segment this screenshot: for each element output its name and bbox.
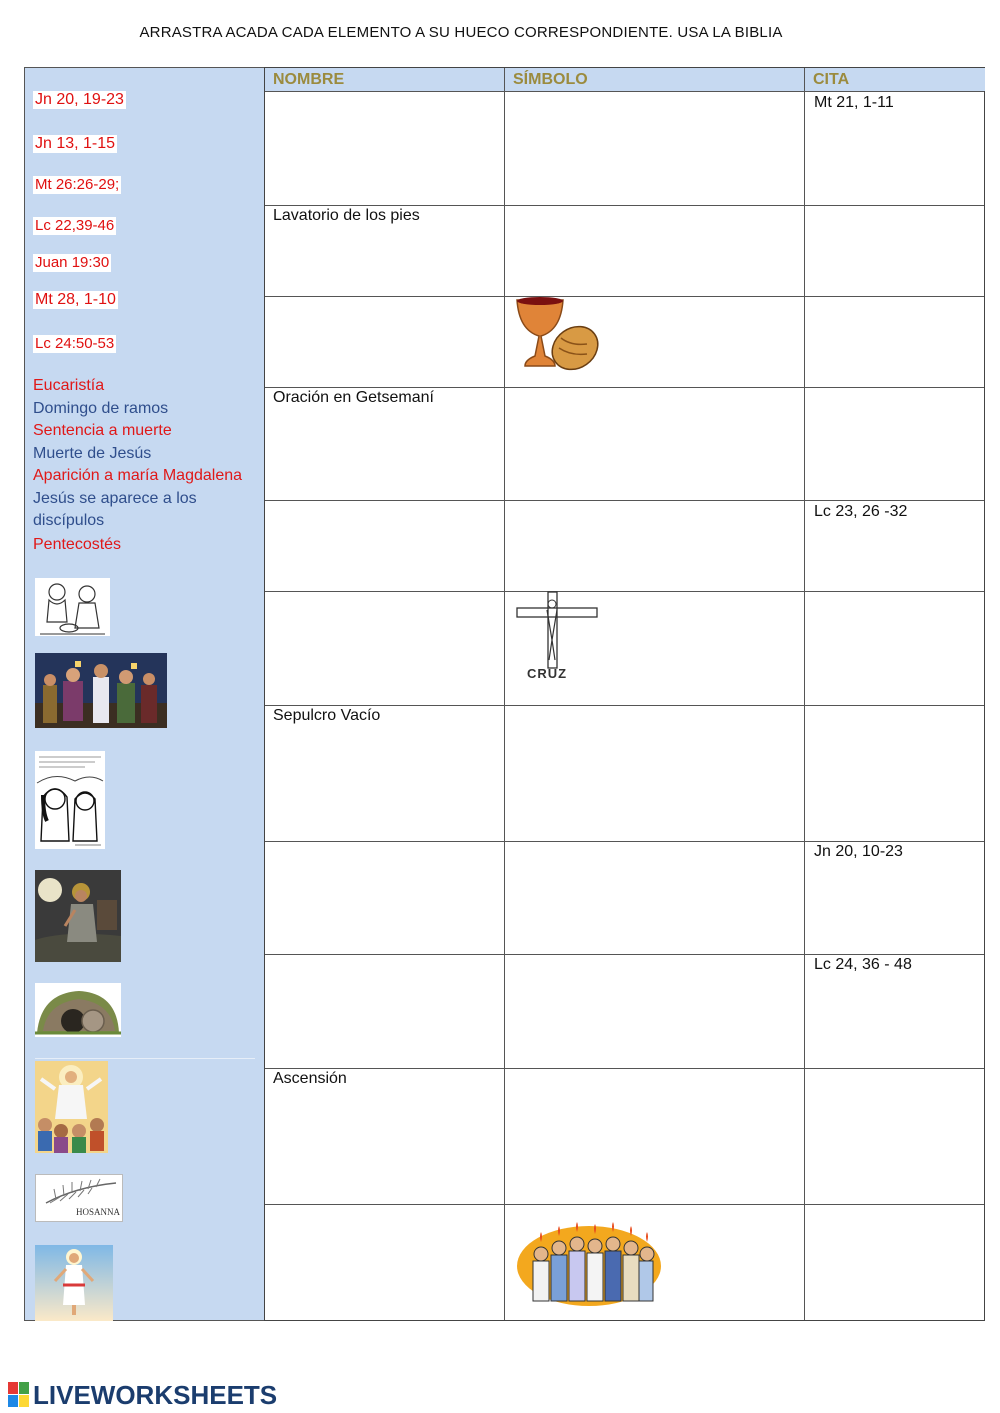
row-divider bbox=[265, 705, 984, 706]
row-divider bbox=[265, 91, 984, 92]
hosanna-palm-image[interactable] bbox=[35, 1174, 123, 1222]
row-divider bbox=[265, 841, 984, 842]
liveworksheets-brand: LIVEWORKSHEETS bbox=[33, 1380, 278, 1410]
drop-slot-nombre[interactable] bbox=[273, 596, 498, 698]
drop-slot-simbolo[interactable] bbox=[511, 959, 796, 1061]
draggable-name[interactable]: Domingo de ramos bbox=[33, 400, 169, 417]
washing-feet-image[interactable] bbox=[35, 578, 110, 636]
column-divider bbox=[504, 68, 505, 1320]
magdalene-coloring-image[interactable] bbox=[35, 751, 105, 849]
cita-text: Mt 21, 1-11 bbox=[814, 94, 894, 111]
drop-slot-nombre[interactable] bbox=[273, 1209, 498, 1314]
worksheet-instructions: ARRASTRA ACADA CADA ELEMENTO A SU HUECO CORRESPONDIENTE. USA LA BIBLIA bbox=[139, 24, 783, 41]
nombre-text: Lavatorio de los pies bbox=[273, 207, 420, 224]
draggable-citation[interactable]: Mt 28, 1-10 bbox=[35, 291, 116, 308]
liveworksheets-logo-icon bbox=[8, 1382, 30, 1408]
cita-text: Lc 24, 36 - 48 bbox=[814, 956, 912, 973]
drop-slot-nombre[interactable] bbox=[273, 846, 498, 948]
draggable-name[interactable]: discípulos bbox=[33, 512, 105, 529]
row-divider bbox=[265, 954, 984, 955]
drop-slot-simbolo[interactable] bbox=[511, 392, 796, 494]
cita-text: Lc 23, 26 -32 bbox=[814, 503, 908, 520]
header-simbolo: SÍMBOLO bbox=[505, 68, 805, 91]
cita-text: Jn 20, 10-23 bbox=[814, 843, 903, 860]
drop-slot-cita[interactable] bbox=[811, 210, 979, 290]
nombre-text: Oración en Getsemaní bbox=[273, 389, 434, 406]
cross-caption: CRUZ bbox=[527, 666, 568, 681]
row-divider bbox=[265, 205, 984, 206]
empty-tomb-image[interactable] bbox=[35, 983, 121, 1037]
draggable-name[interactable]: Aparición a maría Magdalena bbox=[33, 467, 243, 484]
drop-slot-simbolo[interactable] bbox=[511, 1073, 796, 1198]
drop-slot-cita[interactable] bbox=[811, 596, 979, 698]
drop-slot-cita[interactable] bbox=[811, 710, 979, 835]
hosanna-caption: HOSANNA bbox=[76, 1207, 121, 1217]
draggable-items-panel bbox=[24, 67, 264, 1321]
worksheet-table bbox=[264, 67, 985, 1321]
drop-slot-cita[interactable] bbox=[811, 392, 979, 494]
draggable-name[interactable]: Jesús se aparece a los bbox=[33, 490, 197, 507]
drop-slot-simbolo[interactable] bbox=[511, 210, 796, 290]
drop-slot-simbolo[interactable] bbox=[511, 710, 796, 835]
ascension-image[interactable] bbox=[35, 1245, 113, 1321]
gethsemane-prayer-image[interactable] bbox=[35, 870, 121, 962]
row-divider bbox=[265, 591, 984, 592]
cross-icon bbox=[515, 590, 601, 686]
draggable-name[interactable]: Pentecostés bbox=[33, 536, 122, 553]
row-divider bbox=[265, 500, 984, 501]
row-divider bbox=[265, 296, 984, 297]
draggable-citation[interactable]: Lc 24:50-53 bbox=[35, 335, 115, 352]
divider bbox=[35, 1058, 255, 1059]
drop-slot-simbolo[interactable] bbox=[511, 505, 796, 585]
chalice-bread-icon bbox=[515, 294, 605, 374]
draggable-citation[interactable]: Lc 22,39-46 bbox=[35, 217, 115, 234]
pilate-judgment-image[interactable] bbox=[35, 653, 167, 728]
drop-slot-cita[interactable] bbox=[811, 1209, 979, 1314]
drop-slot-nombre[interactable] bbox=[273, 959, 498, 1061]
draggable-citation[interactable]: Jn 13, 1-15 bbox=[35, 135, 116, 152]
pentecost-apostles-icon bbox=[515, 1204, 665, 1316]
drop-slot-simbolo[interactable] bbox=[511, 94, 796, 199]
drop-slot-nombre[interactable] bbox=[273, 505, 498, 585]
column-divider bbox=[804, 68, 805, 1320]
draggable-citation[interactable]: Jn 20, 19-23 bbox=[35, 91, 124, 108]
header-nombre: NOMBRE bbox=[265, 68, 505, 91]
jesus-appears-disciples-image[interactable] bbox=[35, 1061, 108, 1153]
row-divider bbox=[265, 387, 984, 388]
draggable-citation[interactable]: Mt 26:26-29; bbox=[35, 176, 120, 193]
drop-slot-cita[interactable] bbox=[811, 301, 979, 381]
drop-slot-cita[interactable] bbox=[811, 1073, 979, 1198]
draggable-citation[interactable]: Juan 19:30 bbox=[35, 254, 110, 271]
draggable-name[interactable]: Muerte de Jesús bbox=[33, 445, 152, 462]
drop-slot-simbolo[interactable] bbox=[511, 846, 796, 948]
header-cita: CITA bbox=[805, 68, 985, 91]
drop-slot-nombre[interactable] bbox=[273, 301, 498, 381]
nombre-text: Ascensión bbox=[273, 1070, 347, 1087]
draggable-name[interactable]: Sentencia a muerte bbox=[33, 422, 172, 439]
nombre-text: Sepulcro Vacío bbox=[273, 707, 381, 724]
drop-slot-nombre[interactable] bbox=[273, 94, 498, 199]
draggable-name[interactable]: Eucaristía bbox=[33, 377, 105, 394]
row-divider bbox=[265, 1068, 984, 1069]
